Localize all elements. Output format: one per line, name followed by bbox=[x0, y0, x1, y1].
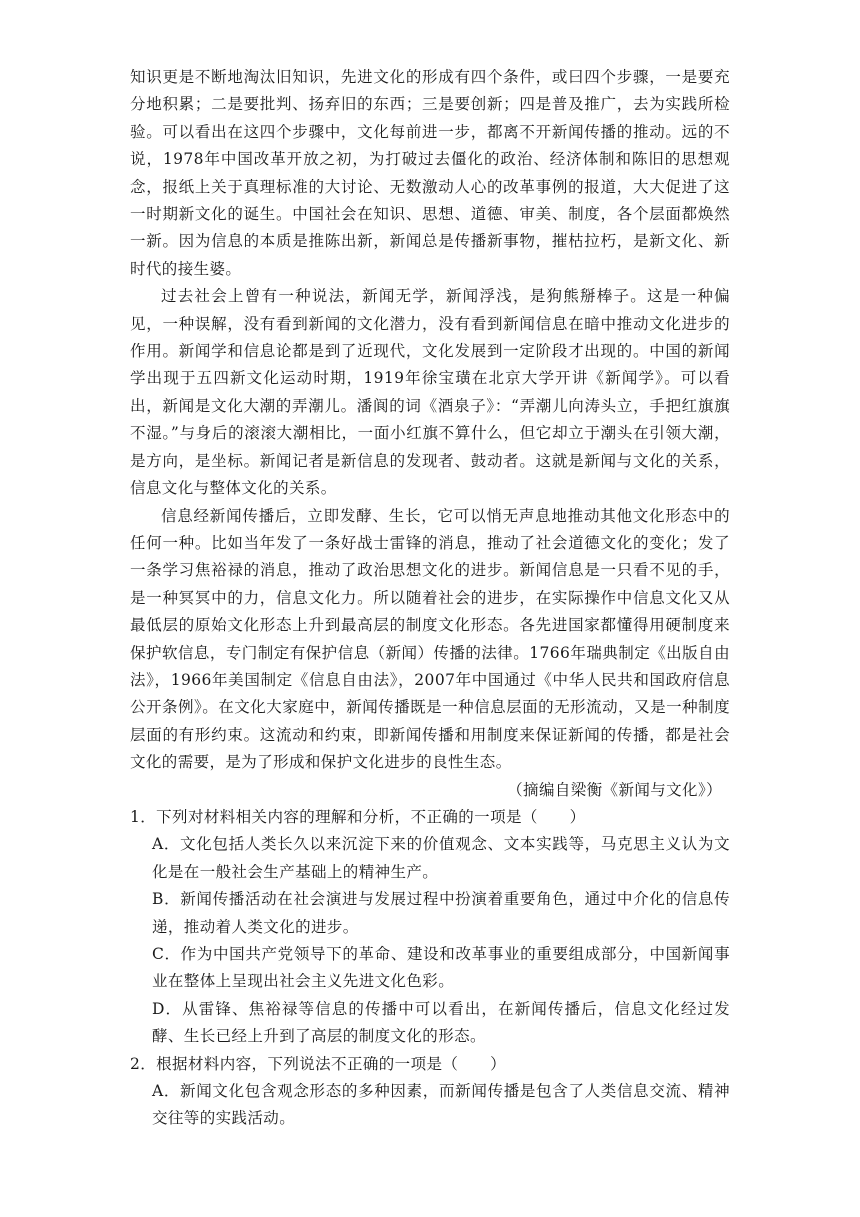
source-citation: （摘编自梁衡《新闻与文化》） bbox=[507, 780, 722, 799]
article-body bbox=[130, 64, 730, 1133]
paragraph-2: 过去社会上曾有一种说法，新闻无学，新闻浮浅，是狗熊掰棒子。这是一种偏见，一种误解，没有看到新闻的文化潜力，没有看到新闻信息在暗中推动文化进步的作用。新闻学和信息论都是到了近现代，文化发展到一定阶段才出现的。中国的新闻学出现于五四新文化运动时期，1919年徐宝璜在北京大学开讲《新闻学》。可以看出，新闻是文化大潮的弄潮儿。潘阆的词《酒泉子》：“弄潮儿向涛头立，手把红旗旗不湿。”与身后的滚滚大潮相比，一面小红旗不算什么，但它却立于潮头在引领大潮，是方向，是坐标。新闻记者是新信息的发现者、鼓动者。这就是新闻与文化的关系，信息文化与整体文化的关系。 bbox=[130, 287, 730, 498]
question-1-stem: 1．下列对材料相关内容的理解和分析，不正确的一项是（ ） bbox=[130, 807, 586, 826]
question-1-option-d: D．从雷锋、焦裕禄等信息的传播中可以看出，在新闻传播后，信息文化经过发酵、生长已经上升到了高层的制度文化的形态。 bbox=[152, 999, 730, 1046]
paragraph-1: 知识更是不断地淘汰旧知识，先进文化的形成有四个条件，或曰四个步骤，一是要充分地积累；二是要批判、扬弃旧的东西；三是要创新；四是普及推广，去为实践所检验。可以看出在这四个步骤中，文化每前进一步，都离不开新闻传播的推动。远的不说，1978年中国改革开放之初，为打破过去僵化的政治、经济体制和陈旧的思想观念，报纸上关于真理标准的大讨论、无数激动人心的改革事例的报道，大大促进了这一时期新文化的诞生。中国社会在知识、思想、道德、审美、制度，各个层面都焕然一新。因为信息的本质是推陈出新，新闻总是传播新事物，摧枯拉朽，是新文化、新时代的接生婆。 bbox=[130, 68, 730, 278]
paragraph-3: 信息经新闻传播后，立即发酵、生长，它可以悄无声息地推动其他文化形态中的任何一种。比如当年发了一条好战士雷锋的消息，推动了社会道德文化的变化；发了一条学习焦裕禄的消息，推动了政治思想文化的进步。新闻信息是一只看不见的手，是一种冥冥中的力，信息文化力。所以随着社会的进步，在实际操作中信息文化又从最低层的原始文化形态上升到最高层的制度文化形态。各先进国家都懂得用硬制度来保护软信息，专门制定有保护信息（新闻）传播的法律。1766年瑞典制定《出版自由法》，1966年美国制定《信息自由法》，2007年中国通过《中华人民共和国政府信息公开条例》。在文化大家庭中，新闻传播既是一种信息层面的无形流动，又是一种制度层面的有形约束。这流动和约束，即新闻传播和用制度来保证新闻的传播，都是社会文化的需要，是为了形成和保护文化进步的良性生态。 bbox=[130, 506, 730, 772]
question-1-option-a: A．文化包括人类长久以来沉淀下来的价值观念、文本实践等，马克思主义认为文化是在一般社会生产基础上的精神生产。 bbox=[152, 835, 730, 881]
question-1-option-c: C．作为中国共产党领导下的革命、建设和改革事业的重要组成部分，中国新闻事业在整体上呈现出社会主义先进文化色彩。 bbox=[152, 945, 730, 991]
question-2-stem: 2．根据材料内容，下列说法不正确的一项是（ ） bbox=[130, 1054, 506, 1073]
question-2-option-a: A．新闻文化包含观念形态的多种因素，而新闻传播是包含了人类信息交流、精神交往等的实践活动。 bbox=[152, 1082, 730, 1128]
question-1-option-b: B．新闻传播活动在社会演进与发展过程中扮演着重要角色，通过中介化的信息传递，推动着人类文化的进步。 bbox=[152, 890, 730, 936]
